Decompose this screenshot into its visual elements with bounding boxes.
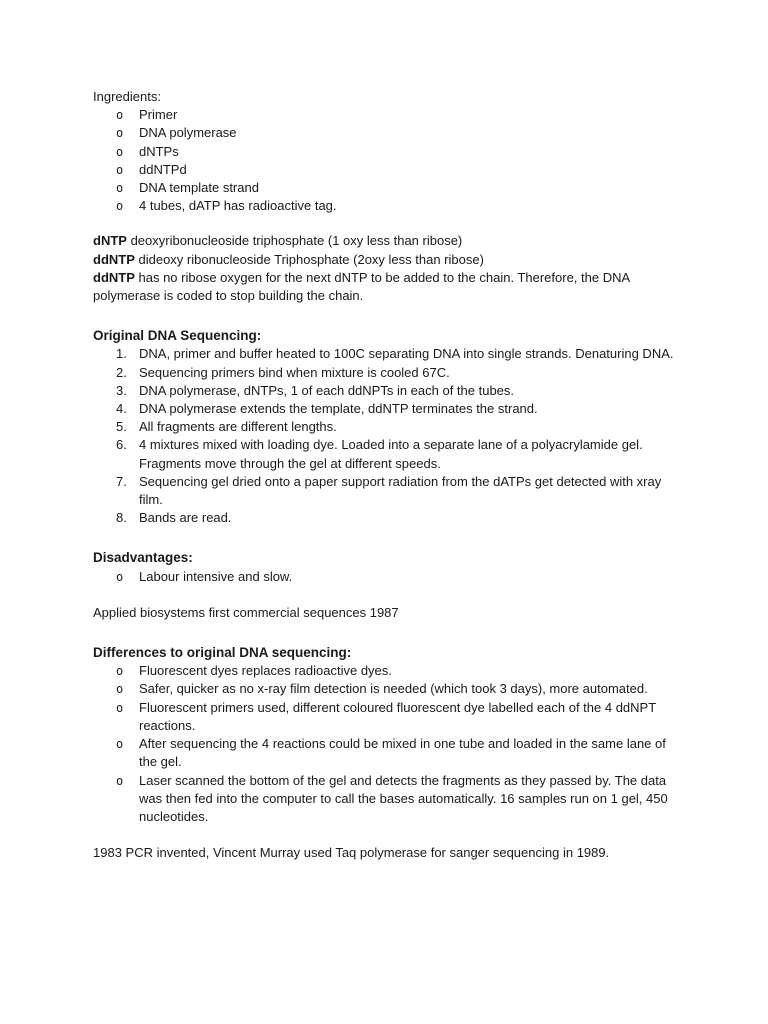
definition-term: ddNTP <box>93 251 135 267</box>
list-item-text: Fluorescent primers used, different coloured fluorescent dye labelled each of the 4 ddNPT reactions. <box>139 699 656 733</box>
definition-text: has no ribose oxygen for the next dNTP to be added to the chain. Therefore, the DNA polymerase is coded to stop building the chain. <box>93 269 630 304</box>
disadvantages-list <box>93 568 676 586</box>
list-item <box>93 197 676 215</box>
list-item-text: dNTPs <box>139 143 179 159</box>
bullet-marker: o <box>116 144 124 159</box>
list-item <box>93 400 676 418</box>
definition-term: ddNTP <box>93 269 135 285</box>
bullet-marker: o <box>116 108 124 123</box>
bullet-marker: o <box>116 682 124 697</box>
list-item <box>93 772 676 827</box>
list-item-text: 4 tubes, dATP has radioactive tag. <box>139 198 337 214</box>
step-number: 7. <box>116 473 127 489</box>
step-text: DNA, primer and buffer heated to 100C separating DNA into single strands. Denaturing DNA. <box>139 346 674 362</box>
list-item <box>93 699 676 735</box>
definition-text: deoxyribonucleoside triphosphate (1 oxy less than ribose) <box>126 233 463 249</box>
ingredients-list <box>93 106 676 215</box>
bullet-marker: o <box>116 773 124 788</box>
list-item-text: Laser scanned the bottom of the gel and detects the fragments as they passed by. The data was then fed into the computer to call the bases automatically. 16 samples run on 1 gel, 450 nucleotides. <box>139 772 668 824</box>
definition-term: dNTP <box>93 233 127 249</box>
disadvantages-heading: Disadvantages: <box>93 550 193 566</box>
definition-dntp <box>93 232 676 250</box>
list-item <box>93 436 676 472</box>
original-sequencing-steps <box>93 345 676 527</box>
bullet-marker: o <box>116 664 124 679</box>
differences-list <box>93 662 676 826</box>
step-number: 1. <box>116 346 127 362</box>
bullet-marker: o <box>116 569 124 584</box>
step-number: 8. <box>116 510 127 526</box>
ingredients-label: Ingredients: <box>93 89 161 104</box>
list-item-text: Primer <box>139 107 178 123</box>
list-item <box>93 735 676 771</box>
bullet-marker: o <box>116 181 124 196</box>
bullet-marker: o <box>116 199 124 214</box>
list-item-text: DNA template strand <box>139 180 259 196</box>
step-text: DNA polymerase, dNTPs, 1 of each ddNPTs in each of the tubes. <box>139 382 515 398</box>
step-text: Sequencing gel dried onto a paper support radiation from the dATPs get detected with xray film. <box>139 473 662 508</box>
list-item <box>93 179 676 197</box>
applied-biosystems-note: Applied biosystems first commercial sequences 1987 <box>93 604 399 620</box>
step-text: Sequencing primers bind when mixture is cooled 67C. <box>139 364 450 380</box>
bullet-marker: o <box>116 126 124 141</box>
step-number: 6. <box>116 437 127 453</box>
list-item-text: Safer, quicker as no x-ray film detection is needed (which took 3 days), more automated. <box>139 681 648 697</box>
list-item <box>93 568 676 586</box>
differences-heading: Differences to original DNA sequencing: <box>93 645 352 661</box>
list-item-text: Fluorescent dyes replaces radioactive dyes. <box>139 663 392 679</box>
definition-text: dideoxy ribonucleoside Triphosphate (2oxy less than ribose) <box>134 251 484 267</box>
step-number: 4. <box>116 401 127 417</box>
bullet-marker: o <box>116 162 124 177</box>
step-number: 3. <box>116 382 127 398</box>
step-number: 2. <box>116 364 127 380</box>
list-item <box>93 364 676 382</box>
list-item-text: After sequencing the 4 reactions could be mixed in one tube and loaded in the same lane of the gel. <box>139 736 666 770</box>
list-item <box>93 382 676 400</box>
bullet-marker: o <box>116 737 124 752</box>
list-item-text: Labour intensive and slow. <box>139 568 293 584</box>
step-text: Bands are read. <box>139 510 232 526</box>
list-item-text: ddNTPd <box>139 161 187 177</box>
step-number: 5. <box>116 419 127 435</box>
list-item <box>93 662 676 680</box>
list-item <box>93 473 676 509</box>
bullet-marker: o <box>116 700 124 715</box>
list-item <box>93 143 676 161</box>
step-text: 4 mixtures mixed with loading dye. Loaded into a separate lane of a polyacrylamide gel. Fragments move through the gel at different speeds. <box>139 437 643 471</box>
step-text: All fragments are different lengths. <box>139 419 337 435</box>
list-item <box>93 680 676 698</box>
list-item <box>93 106 676 124</box>
list-item <box>93 345 676 363</box>
list-item <box>93 124 676 142</box>
list-item <box>93 509 676 527</box>
original-sequencing-heading: Original DNA Sequencing: <box>93 328 262 344</box>
list-item <box>93 418 676 436</box>
definition-ddntp <box>93 251 676 269</box>
step-text: DNA polymerase extends the template, ddNTP terminates the strand. <box>139 401 538 417</box>
list-item-text: DNA polymerase <box>139 125 237 141</box>
definition-ddntp-note <box>93 269 676 305</box>
list-item <box>93 161 676 179</box>
pcr-note: 1983 PCR invented, Vincent Murray used Taq polymerase for sanger sequencing in 1989. <box>93 845 610 861</box>
